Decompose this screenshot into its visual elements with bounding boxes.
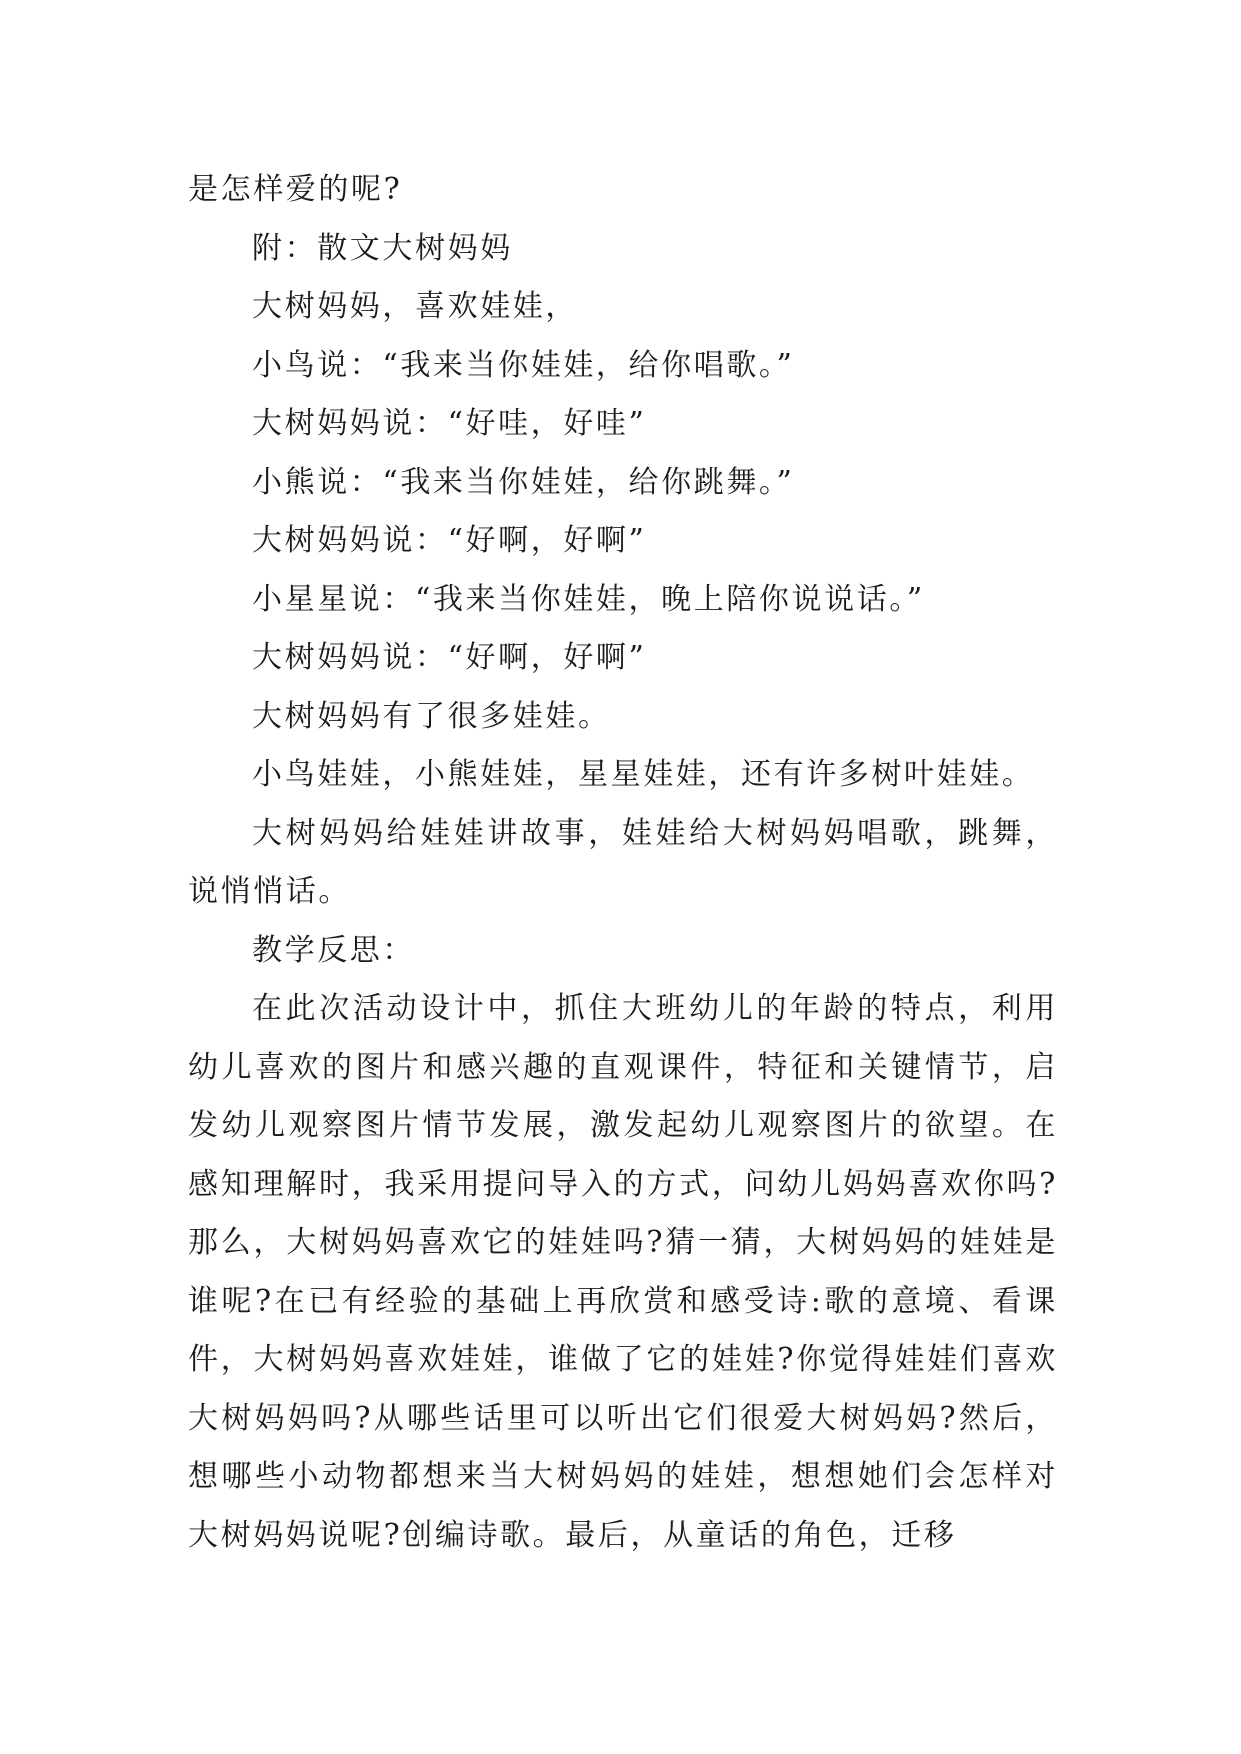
poem-line: 大树妈妈说：“好啊，好啊”: [252, 523, 647, 558]
poem-line: 大树妈妈说：“好哇，好哇”: [252, 406, 647, 441]
poem-line: 大树妈妈有了很多娃娃。: [252, 698, 611, 734]
reflection-paragraph: 在此次活动设计中，抓住大班幼儿的年龄的特点，利用幼儿喜欢的图片和感兴趣的直观课件，特征和关键情节，启发幼儿观察图片情节发展，激发起幼儿观察图片的欲望。在感知理解时，我采用提问导入的方式，问幼儿妈妈喜欢你吗?那么，大树妈妈喜欢它的娃娃吗?猜一猜，大树妈妈的娃娃是谁呢?在已有经验的基础上再欣赏和感受诗:歌的意境、看课件，大树妈妈喜欢娃娃，谁做了它的娃娃?你觉得娃娃们喜欢大树妈妈吗?从哪些话里可以听出它们很爱大树妈妈?然后，想哪些小动物都想来当大树妈妈的娃娃，想想她们会怎样对大树妈妈说呢?创编诗歌。最后，从童话的角色，迁移: [188, 991, 1058, 1553]
poem-line: 大树妈妈说：“好啊，好啊”: [252, 640, 647, 675]
poem-line: 小熊说：“我来当你娃娃，给你跳舞。”: [252, 464, 795, 500]
document-body: [188, 161, 1058, 1565]
appendix-title: 附：散文大树妈妈: [252, 230, 513, 266]
section-heading: 教学反思：: [252, 932, 415, 968]
poem-line: 大树妈妈，喜欢娃娃，: [252, 289, 578, 324]
poem-paragraph: 大树妈妈给娃娃讲故事，娃娃给大树妈妈唱歌，跳舞，说悄悄话。: [188, 815, 1058, 909]
text-line: 是怎样爱的呢?: [188, 172, 403, 207]
poem-line: 小星星说：“我来当你娃娃，晚上陪你说说话。”: [252, 581, 925, 617]
poem-line: 小鸟说：“我来当你娃娃，给你唱歌。”: [252, 347, 795, 383]
poem-line: 小鸟娃娃，小熊娃娃，星星娃娃，还有许多树叶娃娃。: [252, 757, 1035, 792]
